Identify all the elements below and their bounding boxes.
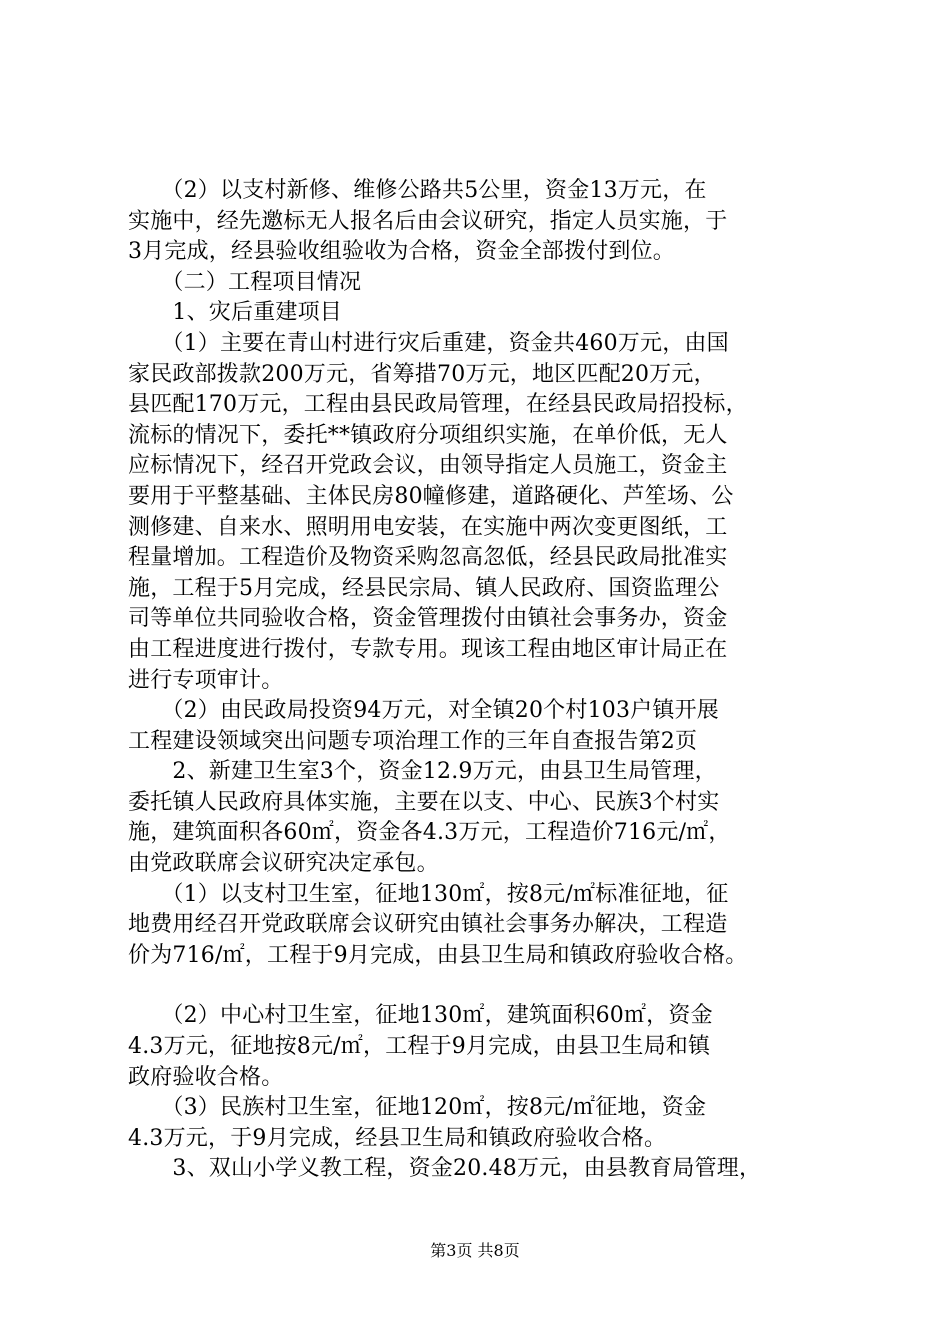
text-line: 1、灾后重建项目	[128, 300, 342, 326]
text-line: （1）主要在青山村进行灾后重建，资金共460万元，由国	[128, 330, 729, 356]
text-line: 实施中，经先邀标无人报名后由会议研究，指定人员实施，于	[128, 208, 728, 234]
text-line: 家民政部拨款200万元，省筹措70万元，地区匹配20万元，	[128, 361, 716, 387]
text-line: （1）以支村卫生室，征地130㎡，按8元/㎡标准征地，征	[128, 881, 729, 907]
text-line: 委托镇人民政府具体实施，主要在以支、中心、民族3个村实	[128, 789, 720, 815]
document-body	[128, 176, 848, 1185]
text-line: 由党政联席会议研究决定承包。	[128, 851, 439, 877]
text-line: 要用于平整基础、主体民房80幢修建，道路硬化、芦笙场、公	[128, 483, 734, 509]
text-line: 县匹配170万元，工程由县民政局管理，在经县民政局招投标，	[128, 392, 748, 418]
text-line: 测修建、自来水、照明用电安装，在实施中两次变更图纸，工	[128, 514, 728, 540]
text-line: 应标情况下，经召开党政会议，由领导指定人员施工，资金主	[128, 453, 728, 479]
text-line: 3月完成，经县验收组验收为合格，资金全部拨付到位。	[128, 239, 675, 265]
blank-line	[128, 971, 848, 1001]
text-line: 流标的情况下，委托**镇政府分项组织实施，在单价低，无人	[128, 422, 728, 448]
text-line: 地费用经召开党政联席会议研究由镇社会事务办解决，工程造	[128, 912, 728, 938]
text-line: （二）工程项目情况	[128, 269, 362, 295]
text-line: 价为716/㎡，工程于9月完成，由县卫生局和镇政府验收合格。	[128, 942, 748, 968]
page-number-footer: 第3页 共8页	[430, 1241, 520, 1260]
text-line: 工程建设领域突出问题专项治理工作的三年自查报告第2页	[128, 728, 698, 754]
text-line: 政府验收合格。	[128, 1064, 284, 1090]
text-line: （2）中心村卫生室，征地130㎡，建筑面积60㎡，资金	[128, 1003, 713, 1029]
text-line: 施，建筑面积各60㎡，资金各4.3万元，工程造价716元/㎡，	[128, 820, 731, 846]
text-line: 4.3万元，征地按8元/㎡，工程于9月完成，由县卫生局和镇	[128, 1034, 711, 1060]
text-line: 4.3万元，于9月完成，经县卫生局和镇政府验收合格。	[128, 1125, 667, 1151]
text-line: （3）民族村卫生室，征地120㎡，按8元/㎡征地，资金	[128, 1095, 707, 1121]
text-line: （2）由民政局投资94万元，对全镇20个村103户镇开展	[128, 698, 719, 724]
text-line: 2、新建卫生室3个，资金12.9万元，由县卫生局管理，	[128, 759, 717, 785]
text-line: （2）以支村新修、维修公路共5公里，资金13万元，在	[128, 178, 707, 203]
text-line: 施，工程于5月完成，经县民宗局、镇人民政府、国资监理公	[128, 575, 720, 601]
text-line: 由工程进度进行拨付，专款专用。现该工程由地区审计局正在	[128, 636, 728, 662]
text-line: 3、双山小学义教工程，资金20.48万元，由县教育局管理，	[128, 1156, 762, 1182]
text-line: 司等单位共同验收合格，资金管理拨付由镇社会事务办，资金	[128, 606, 728, 632]
text-line: 程量增加。工程造价及物资采购忽高忽低，经县民政局批准实	[128, 545, 728, 571]
text-line: 进行专项审计。	[128, 667, 284, 693]
